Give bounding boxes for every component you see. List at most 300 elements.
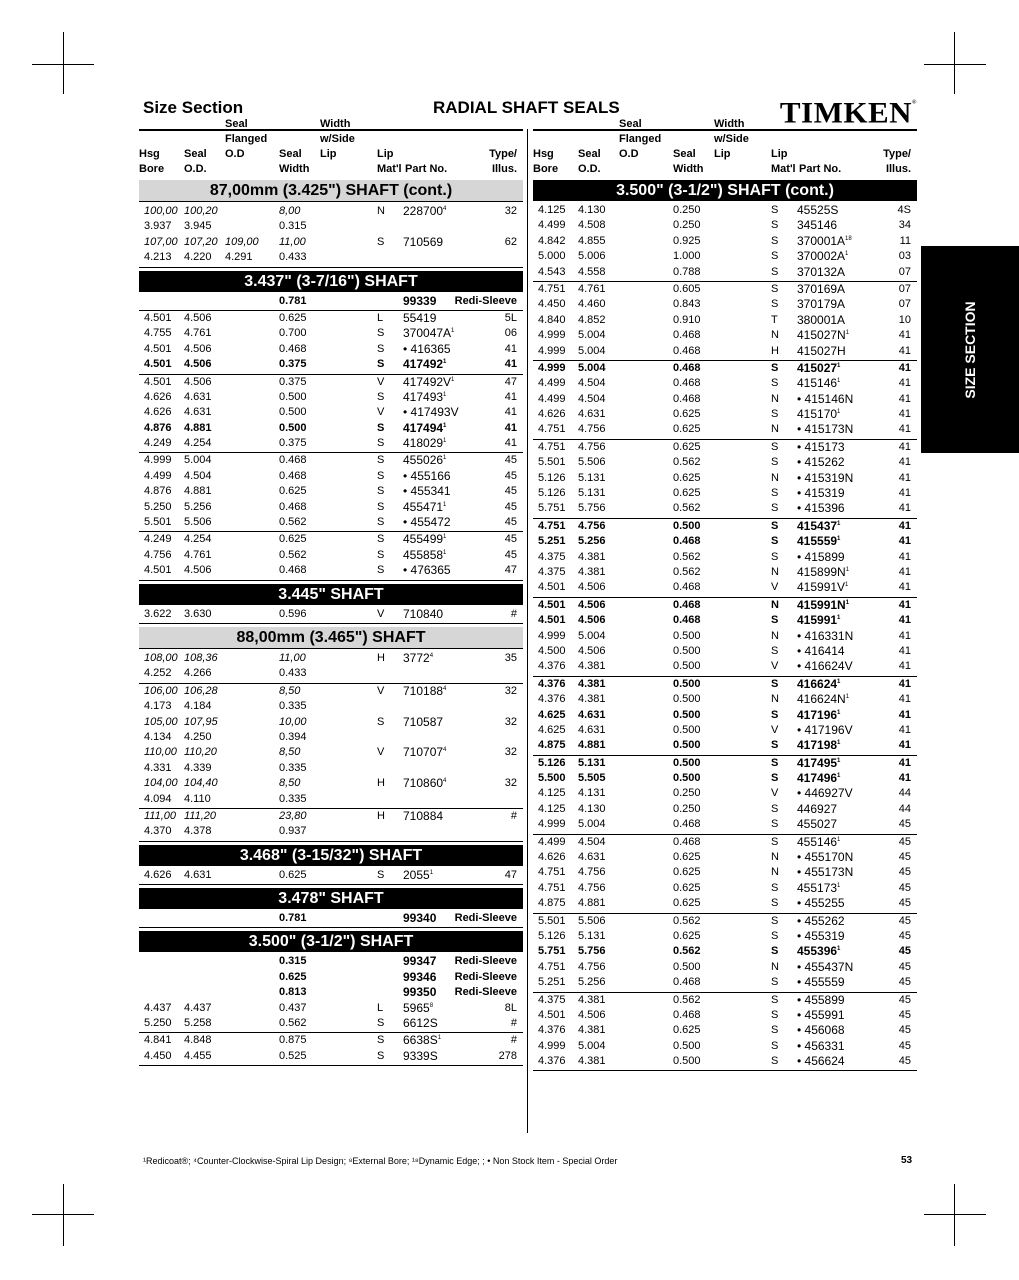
seal-width: 0.700 xyxy=(279,327,307,340)
seal-width: 0.500 xyxy=(279,406,307,419)
seal-width: 0.500 xyxy=(673,519,701,532)
lip-material: N xyxy=(377,205,385,217)
seal-od: 5.506 xyxy=(578,914,606,927)
lip-material: H xyxy=(377,777,385,790)
flanged-od: 4.291 xyxy=(225,251,253,264)
seal-width: 0.335 xyxy=(279,761,307,774)
table-row xyxy=(533,234,917,249)
row-group xyxy=(533,598,917,677)
seal-width: 0.468 xyxy=(673,614,701,627)
type-illus: 45 xyxy=(898,881,911,894)
hsg-bore: 4.450 xyxy=(538,298,566,311)
seal-od: 4.381 xyxy=(578,693,606,706)
table-row xyxy=(533,659,917,674)
seal-width: 0.562 xyxy=(673,565,701,578)
type-illus: 45 xyxy=(898,835,911,848)
type-illus: 41 xyxy=(898,408,911,421)
superscript-mark: 1 xyxy=(443,391,447,398)
part-number: 455499$^1$ xyxy=(403,532,447,547)
part-number: • 455319 xyxy=(797,928,845,943)
table-row xyxy=(139,985,523,1000)
seal-width: 0.500 xyxy=(673,772,701,785)
table-row xyxy=(533,802,917,817)
seal-od: 4.254 xyxy=(184,437,212,450)
hsg-bore: 5.501 xyxy=(144,516,172,529)
type-illus: 45 xyxy=(504,516,517,529)
seal-od: 110,20 xyxy=(184,746,217,759)
seal-od: 4.761 xyxy=(184,327,212,340)
type-illus: 47 xyxy=(504,868,517,881)
lip-material: N xyxy=(771,693,779,706)
type-illus: Redi-Sleeve xyxy=(454,294,517,307)
width-lip-header: Width xyxy=(320,118,351,130)
hsg-bore: 5.126 xyxy=(538,929,566,942)
part-number: 710840 xyxy=(403,606,444,621)
hsg-bore: 104,00 xyxy=(144,777,178,790)
seal-width: 0.500 xyxy=(673,644,701,657)
seal-width: 0.605 xyxy=(673,282,701,295)
hsg-bore: 4.501 xyxy=(538,1008,566,1021)
seal-od: 106,28 xyxy=(184,684,218,697)
seal-width: 0.625 xyxy=(279,868,307,881)
part-number: • 455173N xyxy=(797,865,854,880)
type-illus: 41 xyxy=(898,772,911,785)
hsg-bore: 4.134 xyxy=(144,730,172,743)
superscript-mark: 1 xyxy=(837,836,841,843)
hsg-bore: 4.501 xyxy=(538,581,566,594)
hsg-bore: 4.626 xyxy=(144,406,172,419)
type-illus: 07 xyxy=(898,282,911,295)
hsg-bore: 4.375 xyxy=(538,993,566,1006)
seal-width: 1.000 xyxy=(673,250,701,263)
seal-width-header: Seal xyxy=(673,148,696,160)
type-illus: 41 xyxy=(504,437,517,450)
seal-width: 0.500 xyxy=(673,739,701,752)
seal-od: 4.130 xyxy=(578,204,606,216)
type-illus: 41 xyxy=(898,392,911,405)
table-row xyxy=(533,282,917,297)
type-illus: 62 xyxy=(504,235,517,248)
seal-od: 4.339 xyxy=(184,761,212,774)
part-number: $417492V^1$ xyxy=(403,374,455,389)
table-row xyxy=(533,723,917,738)
lip-material: S xyxy=(771,929,779,942)
table-row xyxy=(139,809,523,824)
seal-od: 4.110 xyxy=(184,792,211,805)
seal-od: 4.852 xyxy=(578,313,606,326)
seal-width: 8,50 xyxy=(279,684,301,697)
part-number: • 455899 xyxy=(797,992,845,1007)
seal-width: 0.788 xyxy=(673,265,701,278)
seal-width: 0.562 xyxy=(279,1017,307,1030)
lip-material: S xyxy=(771,708,779,721)
table-row xyxy=(139,761,523,776)
superscript-mark: 1 xyxy=(845,566,850,573)
type-illus-header: Illus. xyxy=(885,163,911,175)
table-row xyxy=(139,563,523,578)
type-illus: Redi-Sleeve xyxy=(454,912,517,925)
seal-width: 0.500 xyxy=(279,390,307,403)
type-illus: 41 xyxy=(898,550,911,563)
seal-od: 5.004 xyxy=(578,818,606,831)
seal-od: 4.756 xyxy=(578,881,606,894)
superscript-mark: 1 xyxy=(845,694,850,701)
seal-width: 0.468 xyxy=(279,500,307,513)
hsg-bore: 4.376 xyxy=(538,677,566,690)
shaft-size-header: 3.445" SHAFT xyxy=(139,584,523,605)
seal-width: 0.315 xyxy=(279,220,307,233)
flanged-od-header: Seal xyxy=(619,118,642,130)
seal-width: 0.468 xyxy=(673,1008,701,1021)
superscript-mark: 1 xyxy=(443,422,447,429)
hsg-bore: 4.543 xyxy=(538,265,566,278)
hsg-bore: 4.751 xyxy=(538,440,566,453)
table-row xyxy=(139,548,523,563)
type-illus: 41 xyxy=(504,358,517,371)
type-illus: 45 xyxy=(504,485,517,498)
seal-width: 0.468 xyxy=(673,361,701,374)
table-row xyxy=(533,534,917,549)
table-row xyxy=(139,954,523,969)
lip-material: S xyxy=(771,550,779,563)
seal-width: 0.562 xyxy=(673,945,701,958)
part-number: 345146 xyxy=(797,218,838,233)
table-row xyxy=(533,944,917,959)
seal-od: 4.881 xyxy=(578,739,606,752)
seal-od: 4.381 xyxy=(578,1024,606,1037)
seal-od: 4.631 xyxy=(184,868,212,881)
type-illus: 45 xyxy=(898,945,911,958)
seal-od: 4.761 xyxy=(578,282,606,295)
superscript-mark: 1 xyxy=(837,362,841,369)
type-illus: 41 xyxy=(504,342,517,355)
row-group xyxy=(533,440,917,519)
lip-material: S xyxy=(377,1017,385,1030)
hsg-bore: 4.999 xyxy=(538,344,566,357)
seal-od: 4.504 xyxy=(578,392,606,405)
type-illus: 41 xyxy=(898,629,911,642)
superscript-mark: 1 xyxy=(443,549,447,556)
table-row xyxy=(533,501,917,516)
seal-od: 3.945 xyxy=(184,220,212,233)
lip-material: S xyxy=(771,756,779,769)
superscript-mark: 1 xyxy=(837,882,841,889)
seal-width: 0.625 xyxy=(279,970,307,983)
lip-material: S xyxy=(771,897,779,910)
row-group xyxy=(533,361,917,440)
table-row xyxy=(533,1054,917,1069)
seal-od: 5.131 xyxy=(578,929,606,942)
part-no-header: Part No. xyxy=(799,163,842,175)
width-lip-header: w/Side xyxy=(714,133,749,145)
lip-material: S xyxy=(377,358,385,371)
lip-material: S xyxy=(771,219,779,232)
type-illus: 45 xyxy=(504,548,517,561)
lip-material: S xyxy=(771,835,779,848)
row-group xyxy=(533,677,917,756)
part-number: • 415173 xyxy=(797,439,845,454)
part-number: 9339S xyxy=(403,1048,438,1063)
seal-width: 0.500 xyxy=(279,421,307,434)
seal-width-header: Width xyxy=(279,163,310,175)
lip-material: V xyxy=(771,723,779,736)
type-illus: 41 xyxy=(898,377,911,390)
seal-od: 4.756 xyxy=(578,866,606,879)
seal-width: 0.625 xyxy=(673,408,701,421)
lip-material: N xyxy=(771,629,779,642)
type-illus: 41 xyxy=(898,361,911,374)
column-divider xyxy=(527,129,528,1133)
superscript-mark: 1 xyxy=(437,1035,442,1042)
lip-material: S xyxy=(771,250,779,263)
shaft-size-header: 87,00mm (3.425") SHAFT (cont.) xyxy=(139,180,523,202)
type-illus: 8L xyxy=(504,1001,517,1014)
hsg-bore: 105,00 xyxy=(144,715,178,728)
seal-od: 4.881 xyxy=(184,421,212,434)
part-number: 99346 xyxy=(403,969,437,984)
seal-od: 4.381 xyxy=(578,565,606,578)
hsg-bore: 4.501 xyxy=(144,564,172,577)
flanged-od-header: Seal xyxy=(225,118,248,130)
table-row xyxy=(533,471,917,486)
crop-mark xyxy=(63,32,64,94)
row-group xyxy=(139,868,523,885)
hsg-bore: 4.626 xyxy=(144,868,172,881)
part-number: 418029$^1$ xyxy=(403,436,447,451)
row-group xyxy=(533,914,917,993)
seal-width: 0.596 xyxy=(279,607,307,620)
lip-material: S xyxy=(377,235,385,248)
lip-material: H xyxy=(377,809,385,822)
hsg-bore: 4.876 xyxy=(144,485,172,498)
seal-width: 0.468 xyxy=(279,469,307,482)
part-number: $415991V^1$ xyxy=(797,580,849,595)
part-number: 455471$^1$ xyxy=(403,499,447,514)
seal-od: 111,20 xyxy=(184,809,217,822)
table-row xyxy=(533,422,917,437)
part-number: • 415262 xyxy=(797,455,845,470)
hsg-bore: 106,00 xyxy=(144,684,178,697)
part-number: 370179A xyxy=(797,297,846,312)
table-row xyxy=(139,1033,523,1048)
part-number: 417198$^1$ xyxy=(797,738,841,753)
registered-mark: ® xyxy=(912,99,917,106)
seal-od: 4.455 xyxy=(184,1049,212,1062)
type-illus: 45 xyxy=(504,533,517,546)
type-illus: 41 xyxy=(898,423,911,436)
table-row xyxy=(139,1001,523,1016)
hsg-bore: 5.501 xyxy=(538,456,566,469)
type-illus: 41 xyxy=(504,406,517,419)
lip-material: S xyxy=(377,516,385,529)
lip-material: S xyxy=(771,282,779,295)
row-group xyxy=(533,203,917,282)
type-illus: 45 xyxy=(898,897,911,910)
seal-width-header: Width xyxy=(673,163,704,175)
hsg-bore: 4.999 xyxy=(538,629,566,642)
seal-od: 5.256 xyxy=(578,976,606,989)
table-row xyxy=(533,328,917,343)
lip-material: S xyxy=(377,868,385,881)
type-illus: 44 xyxy=(898,787,911,800)
hsg-bore: 4.751 xyxy=(538,423,566,436)
seal-od: 4.504 xyxy=(184,469,212,482)
part-number: 710188$^4$ xyxy=(403,683,447,698)
seal-width-header: Seal xyxy=(279,148,302,160)
seal-width: 0.562 xyxy=(673,456,701,469)
hsg-bore: 4.375 xyxy=(538,550,566,563)
hsg-bore: 4.173 xyxy=(144,700,172,713)
side-tab xyxy=(921,246,1019,453)
lip-material: S xyxy=(771,361,779,374)
hsg-bore: 4.249 xyxy=(144,437,172,450)
part-number: 455858$^1$ xyxy=(403,547,447,562)
table-row xyxy=(139,911,523,926)
seal-width: 0.335 xyxy=(279,792,307,805)
lip-material: H xyxy=(377,651,385,664)
hsg-bore: 4.499 xyxy=(538,219,566,232)
seal-width: 0.394 xyxy=(279,730,307,743)
shaft-size-header: 3.478" SHAFT xyxy=(139,888,523,909)
flanged-od-header: O.D xyxy=(619,148,639,160)
seal-width: 0.625 xyxy=(673,471,701,484)
hsg-bore: 4.501 xyxy=(538,598,566,611)
seal-od: 4.631 xyxy=(578,723,606,736)
table-row xyxy=(533,738,917,753)
hsg-bore: 4.841 xyxy=(144,1034,172,1047)
lip-material: N xyxy=(771,565,779,578)
hsg-bore: 4.500 xyxy=(538,644,566,657)
seal-od: 4.506 xyxy=(578,581,606,594)
hsg-bore: 4.999 xyxy=(538,818,566,831)
hsg-bore: 4.094 xyxy=(144,792,172,805)
type-illus: 41 xyxy=(898,723,911,736)
lip-material: S xyxy=(771,739,779,752)
hsg-bore: 4.626 xyxy=(144,390,172,403)
table-row xyxy=(139,311,523,326)
seal-od: 4.558 xyxy=(578,265,606,278)
hsg-bore: 110,00 xyxy=(144,746,177,759)
lip-material: S xyxy=(771,677,779,690)
part-number: • 415173N xyxy=(797,422,854,437)
table-row xyxy=(533,708,917,723)
seal-od: 4.381 xyxy=(578,550,606,563)
part-number: 5965$^8$ xyxy=(403,1000,434,1015)
superscript-mark: 4 xyxy=(429,652,434,659)
table-row xyxy=(533,580,917,595)
type-illus: 45 xyxy=(898,914,911,927)
table-row xyxy=(139,484,523,499)
type-illus: Redi-Sleeve xyxy=(454,986,517,999)
part-number: 455026$^1$ xyxy=(403,453,447,468)
hsg-bore: 4.875 xyxy=(538,739,566,752)
seal-width: 0.500 xyxy=(673,629,701,642)
type-illus: 10 xyxy=(898,313,911,326)
seal-od: 4.506 xyxy=(578,644,606,657)
table-row xyxy=(533,455,917,470)
table-row xyxy=(533,361,917,376)
part-number: 45525S xyxy=(797,203,839,217)
superscript-mark: 1 xyxy=(837,773,841,780)
table-row xyxy=(533,771,917,786)
table-row xyxy=(533,265,917,280)
type-illus: 07 xyxy=(898,298,911,311)
table-row xyxy=(139,390,523,405)
part-number: • 456331 xyxy=(797,1038,845,1053)
seal-width: 0.468 xyxy=(673,976,701,989)
lip-material: S xyxy=(377,327,385,340)
seal-od: 4.184 xyxy=(184,700,212,713)
width-lip-header: Lip xyxy=(320,148,337,160)
table-row xyxy=(139,730,523,745)
type-illus: 34 xyxy=(898,219,911,232)
table-row xyxy=(533,993,917,1008)
table-row xyxy=(139,235,523,250)
crop-mark xyxy=(954,32,955,94)
hsg-bore: 4.499 xyxy=(538,835,566,848)
hsg-bore: 4.501 xyxy=(144,375,172,388)
seal-od: 5.004 xyxy=(578,344,606,357)
table-row xyxy=(533,486,917,501)
table-row xyxy=(533,392,917,407)
table-row xyxy=(533,835,917,850)
type-illus: 45 xyxy=(504,454,517,467)
hsg-bore: 5.250 xyxy=(144,1017,172,1030)
type-illus: 07 xyxy=(898,265,911,278)
hsg-bore: 4.125 xyxy=(538,204,566,216)
type-illus: 47 xyxy=(504,375,517,388)
seal-width: 0.625 xyxy=(673,487,701,500)
table-row xyxy=(533,1039,917,1054)
seal-width: 0.437 xyxy=(279,1001,307,1014)
seal-width: 0.937 xyxy=(279,825,307,838)
seal-width: 0.843 xyxy=(673,298,701,311)
seal-width: 0.781 xyxy=(279,912,307,925)
lip-material: S xyxy=(771,1008,779,1021)
hsg-bore: 5.126 xyxy=(538,487,566,500)
lip-material: N xyxy=(771,851,779,864)
lip-material: S xyxy=(771,1024,779,1037)
hsg-bore: 5.751 xyxy=(538,502,566,515)
seal-od: 4.254 xyxy=(184,533,212,546)
seal-od-header: O.D. xyxy=(184,163,207,175)
seal-width: 0.468 xyxy=(673,818,701,831)
table-row xyxy=(533,376,917,391)
lip-material: V xyxy=(377,746,385,759)
superscript-mark: 1 xyxy=(845,330,850,337)
seal-width: 0.781 xyxy=(279,294,307,307)
table-row xyxy=(533,440,917,455)
seal-width: 0.500 xyxy=(673,1039,701,1052)
type-illus: 41 xyxy=(898,535,911,548)
part-number: 710569 xyxy=(403,234,444,249)
hsg-bore: 5.501 xyxy=(538,914,566,927)
seal-od: 4.130 xyxy=(578,802,606,815)
seal-od: 4.506 xyxy=(184,311,212,324)
lip-material: L xyxy=(377,1001,384,1014)
seal-width: 0.625 xyxy=(673,851,701,864)
type-illus: 45 xyxy=(898,851,911,864)
type-illus: 41 xyxy=(898,344,911,357)
part-number: 455173$^1$ xyxy=(797,880,841,895)
part-number: • 455341 xyxy=(403,484,451,499)
part-number: • 476365 xyxy=(403,563,451,578)
part-number: 3772$^4$ xyxy=(403,650,434,665)
seal-width: 0.433 xyxy=(279,251,307,264)
seal-od: 4.506 xyxy=(578,614,606,627)
lip-material: S xyxy=(771,298,779,311)
type-illus: Redi-Sleeve xyxy=(454,955,517,968)
